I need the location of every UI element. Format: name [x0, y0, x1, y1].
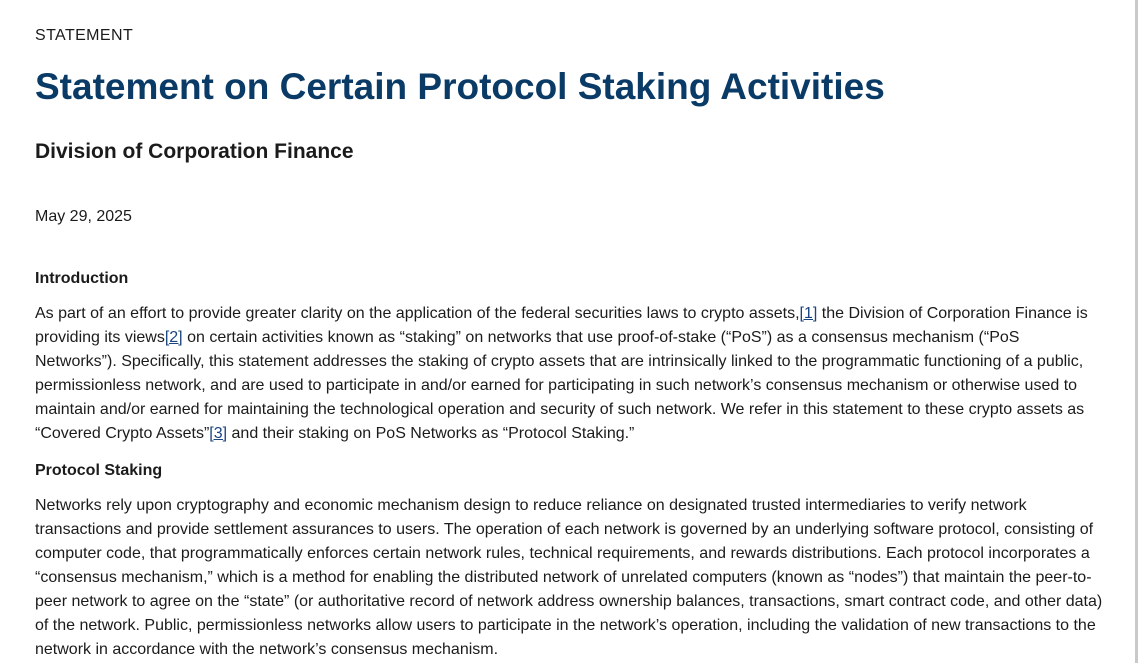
intro-text-2: the Division of Corporation Finance is providing its views	[35, 305, 1088, 346]
page-kicker: STATEMENT	[35, 27, 134, 44]
footnote-link-2[interactable]: [2]	[164, 329, 183, 346]
footnote-link-1[interactable]: [1]	[799, 305, 818, 322]
page-subtitle: Division of Corporation Finance	[35, 140, 354, 163]
publication-date: May 29, 2025	[35, 208, 132, 225]
intro-text-1: As part of an effort to provide greater clarity on the application of the federal securities laws to crypto assets,	[35, 305, 800, 322]
section-heading-protocol-staking: Protocol Staking	[35, 462, 163, 479]
intro-text-3: on certain activities known as “staking” on networks that use proof-of-stake (“PoS”) as a consensus mechanism (“PoS Networks”). Specifically, this statement addresses the staking of crypto assets that are intrinsically linked to the programmatic functioning of a public, permissionless network, and are used to participate in and/or earned for participating in such network’s consensus mechanism or otherwise used to maintain and/or earned for maintaining the technological operation and security of such network. We refer in this statement to these crypto assets as “Covered Crypto Assets”	[35, 329, 1085, 442]
footnote-link-3[interactable]: [3]	[209, 425, 228, 442]
introduction-paragraph	[35, 302, 1105, 446]
protocol-staking-paragraph: Networks rely upon cryptography and economic mechanism design to reduce reliance on designated trusted intermediaries to verify network transactions and provide settlement assurances to users. The operation of each network is governed by an underlying software protocol, consisting of computer code, that programmatically enforces certain network rules, technical requirements, and rewards distributions. Each protocol incorporates a “consensus mechanism,” which is a method for enabling the distributed network of unrelated computers (known as “nodes”) that maintain the peer-to-peer network to agree on the “state” (or authoritative record of network address ownership balances, transactions, smart contract code, and other data) of the network. Public, permissionless networks allow users to participate in the network’s operation, including the validation of new transactions to the network in accordance with the network’s consensus mechanism.	[35, 497, 1103, 658]
page-title: Statement on Certain Protocol Staking Activities	[35, 66, 885, 107]
intro-text-4: and their staking on PoS Networks as “Protocol Staking.”	[227, 425, 635, 442]
section-heading-introduction: Introduction	[35, 270, 129, 287]
